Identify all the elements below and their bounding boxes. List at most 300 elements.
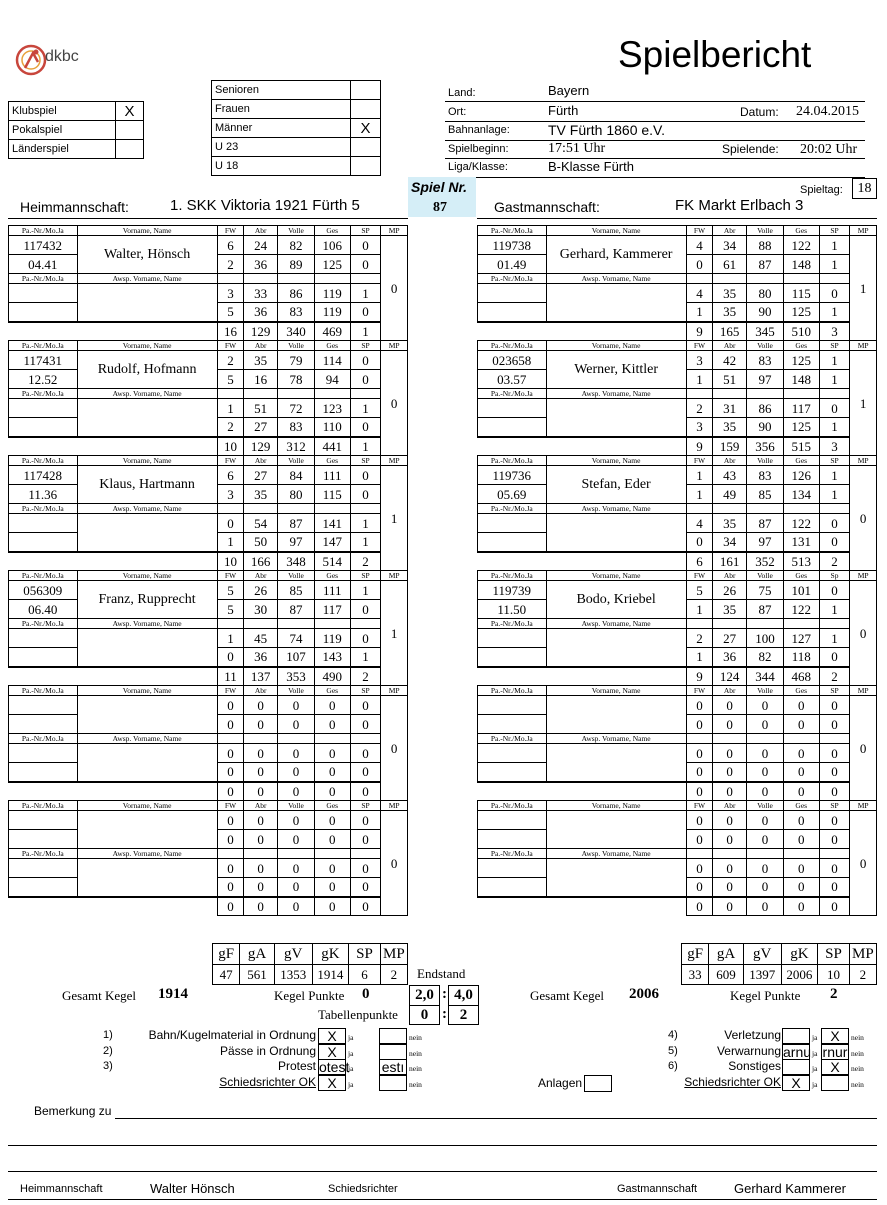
- player-birth: [478, 830, 547, 849]
- guest-kegelpunkte: 2: [830, 986, 838, 1002]
- score-cell: 0: [747, 811, 784, 830]
- awsp-pa-header: Pa.-Nr./Mo.Ja: [478, 619, 547, 629]
- player-birth: 04.41: [9, 255, 78, 274]
- check-ja-box[interactable]: X: [318, 1044, 346, 1060]
- score-cell: 117: [314, 600, 350, 619]
- ende-value: 20:02 Uhr: [800, 142, 858, 157]
- home-total-header: gF: [213, 944, 240, 965]
- guest-total-value: 2: [849, 965, 876, 985]
- liga-label: Liga/Klasse:: [448, 161, 508, 173]
- score-cell: 0: [819, 533, 850, 552]
- score-cell: 0: [783, 811, 819, 830]
- sum-cell: 0: [686, 897, 713, 916]
- fw-header: FW: [217, 571, 244, 581]
- empty-cell: [747, 274, 784, 284]
- score-cell: 74: [278, 629, 315, 648]
- empty-cell: [747, 734, 784, 744]
- fw-header: FW: [686, 341, 713, 351]
- score-cell: 1: [819, 418, 850, 437]
- ges-header: Ges: [783, 801, 819, 811]
- sum-cell: 129: [244, 437, 278, 456]
- ges-header: Ges: [314, 341, 350, 351]
- fw-header: FW: [686, 686, 713, 696]
- check-ja-box[interactable]: X: [318, 1028, 346, 1044]
- sum-cell: 0: [350, 782, 381, 801]
- empty-cell: [783, 389, 819, 399]
- sum-cell: 10: [217, 437, 244, 456]
- score-cell: 0: [244, 715, 278, 734]
- match-type-checkbox[interactable]: [116, 121, 144, 140]
- mp-header: MP: [850, 456, 877, 466]
- score-cell: 5: [217, 581, 244, 600]
- awsp-birth: [9, 533, 78, 552]
- score-cell: 0: [350, 255, 381, 274]
- check-ja-box[interactable]: X: [782, 1075, 810, 1091]
- fw-header: FW: [686, 801, 713, 811]
- score-cell: 0: [819, 284, 850, 303]
- sum-cell: 0: [314, 782, 350, 801]
- ges-header: Ges: [783, 686, 819, 696]
- score-cell: 0: [747, 715, 784, 734]
- check-nein-box[interactable]: X: [821, 1059, 849, 1075]
- score-cell: 5: [217, 303, 244, 322]
- name-header: Vorname, Name: [77, 571, 217, 581]
- guest-total-header: gF: [682, 944, 709, 965]
- score-cell: 0: [713, 859, 747, 878]
- score-cell: 83: [747, 466, 784, 485]
- volle-header: Volle: [278, 801, 315, 811]
- match-type-label: Länderspiel: [9, 140, 116, 159]
- sum-cell: 441: [314, 437, 350, 456]
- score-cell: 0: [713, 763, 747, 782]
- sum-cell: 0: [713, 897, 747, 916]
- nein-label: nein: [409, 1049, 422, 1058]
- empty-cell: [783, 274, 819, 284]
- empty-cell: [350, 619, 381, 629]
- name-header: Vorname, Name: [546, 571, 686, 581]
- sum-cell: 129: [244, 322, 278, 341]
- ja-label: ja: [812, 1080, 818, 1089]
- awsp-pa-header: Pa.-Nr./Mo.Ja: [478, 274, 547, 284]
- score-cell: 147: [314, 533, 350, 552]
- player-birth: 03.57: [478, 370, 547, 389]
- anlagen-label: Anlagen: [538, 1076, 583, 1090]
- score-cell: 106: [314, 236, 350, 255]
- player-mp: 1: [850, 236, 877, 341]
- sum-cell: 0: [278, 782, 315, 801]
- sum-cell: 0: [244, 782, 278, 801]
- awsp-pass-nr: [478, 629, 547, 648]
- mp-header: MP: [381, 341, 408, 351]
- check-ja-box[interactable]: otest: [319, 1059, 350, 1075]
- empty-cell: [9, 437, 218, 456]
- score-cell: 83: [747, 351, 784, 370]
- score-cell: 0: [217, 696, 244, 715]
- empty-cell: [217, 849, 244, 859]
- ges-header: Ges: [783, 341, 819, 351]
- empty-cell: [686, 389, 713, 399]
- awsp-birth: [9, 418, 78, 437]
- score-cell: 0: [819, 878, 850, 897]
- empty-cell: [314, 619, 350, 629]
- ges-header: Ges: [314, 686, 350, 696]
- sp-header: SP: [350, 226, 381, 236]
- player-birth: 05.69: [478, 485, 547, 504]
- check-nein-box[interactable]: [379, 1075, 407, 1091]
- sum-cell: 0: [747, 897, 784, 916]
- player-mp: 0: [850, 696, 877, 801]
- score-cell: 90: [747, 418, 784, 437]
- awsp-name-header: Awsp. Vorname, Name: [546, 504, 686, 514]
- sum-cell: 352: [747, 552, 784, 571]
- empty-cell: [819, 849, 850, 859]
- guest-gesamt-kegel: 2006: [629, 986, 659, 1002]
- score-cell: 61: [713, 255, 747, 274]
- abr-header: Abr: [244, 341, 278, 351]
- score-cell: 87: [278, 514, 315, 533]
- score-cell: 0: [350, 715, 381, 734]
- score-cell: 0: [747, 744, 784, 763]
- check-ja-box[interactable]: [782, 1028, 810, 1044]
- awsp-birth: [9, 648, 78, 667]
- score-cell: 89: [278, 255, 315, 274]
- sum-cell: 514: [314, 552, 350, 571]
- name-header: Vorname, Name: [546, 801, 686, 811]
- score-cell: 0: [819, 744, 850, 763]
- score-cell: 122: [783, 236, 819, 255]
- category-label: Senioren: [212, 81, 351, 100]
- logo-text: dkbc: [45, 48, 79, 65]
- sum-cell: 0: [217, 897, 244, 916]
- empty-cell: [819, 274, 850, 284]
- player-pass-nr: 117432: [9, 236, 78, 255]
- sum-cell: 468: [783, 667, 819, 686]
- awsp-birth: [478, 418, 547, 437]
- score-cell: 115: [783, 284, 819, 303]
- empty-cell: [314, 734, 350, 744]
- footer-heim-sign: Walter Hönsch: [150, 1181, 235, 1196]
- check-number: 2): [103, 1045, 113, 1057]
- pa-header: Pa.-Nr./Mo.Ja: [9, 341, 78, 351]
- score-cell: 86: [747, 399, 784, 418]
- awsp-name: [546, 514, 686, 552]
- score-cell: 82: [278, 236, 315, 255]
- home-total-value: 1914: [312, 965, 349, 985]
- sum-cell: 137: [244, 667, 278, 686]
- score-cell: 0: [244, 744, 278, 763]
- match-type-checkbox[interactable]: X: [116, 102, 144, 121]
- match-type-label: Klubspiel: [9, 102, 116, 121]
- score-cell: 27: [713, 629, 747, 648]
- abr-header: Abr: [713, 801, 747, 811]
- spieltag-value: 18: [852, 178, 877, 199]
- empty-cell: [278, 504, 315, 514]
- score-cell: 87: [747, 514, 784, 533]
- score-cell: 0: [783, 878, 819, 897]
- mp-header: MP: [850, 226, 877, 236]
- page-title: Spielbericht: [618, 34, 812, 75]
- volle-header: Volle: [747, 686, 784, 696]
- sp-header: SP: [350, 686, 381, 696]
- awsp-name-header: Awsp. Vorname, Name: [77, 274, 217, 284]
- sp-header: Sp: [819, 571, 850, 581]
- awsp-pass-nr: [9, 859, 78, 878]
- check-nein-box[interactable]: [379, 1044, 407, 1060]
- score-cell: 0: [278, 830, 315, 849]
- player-mp: 1: [850, 351, 877, 456]
- empty-cell: [244, 619, 278, 629]
- score-cell: 5: [686, 581, 713, 600]
- score-cell: 87: [278, 600, 315, 619]
- score-cell: 134: [783, 485, 819, 504]
- score-cell: 4: [686, 514, 713, 533]
- volle-header: Volle: [278, 341, 315, 351]
- player-name: Stefan, Eder: [546, 466, 686, 504]
- guest-total-value: 33: [682, 965, 709, 985]
- check-ja-box[interactable]: arnu: [783, 1044, 812, 1060]
- player-name: Franz, Rupprecht: [77, 581, 217, 619]
- spieltag-label: Spieltag:: [800, 184, 843, 196]
- awsp-pa-header: Pa.-Nr./Mo.Ja: [9, 389, 78, 399]
- guest-kegelpunkte-label: Kegel Punkte: [730, 988, 801, 1003]
- sum-cell: 353: [278, 667, 315, 686]
- sum-cell: 2: [819, 667, 850, 686]
- empty-cell: [686, 619, 713, 629]
- gast-label: Gastmannschaft:: [494, 199, 600, 215]
- player-pass-nr: [478, 811, 547, 830]
- sum-cell: 3: [819, 437, 850, 456]
- awsp-name: [546, 284, 686, 322]
- player-pass-nr: 119739: [478, 581, 547, 600]
- guest-total-header: gA: [709, 944, 744, 965]
- empty-cell: [244, 734, 278, 744]
- score-cell: 35: [713, 284, 747, 303]
- sum-cell: 9: [686, 437, 713, 456]
- score-cell: 143: [314, 648, 350, 667]
- empty-cell: [9, 322, 218, 341]
- score-cell: 0: [217, 763, 244, 782]
- pa-header: Pa.-Nr./Mo.Ja: [9, 801, 78, 811]
- empty-cell: [819, 619, 850, 629]
- score-cell: 119: [314, 284, 350, 303]
- anlagen-box[interactable]: [584, 1075, 612, 1092]
- sum-cell: 348: [278, 552, 315, 571]
- awsp-name: [77, 859, 217, 897]
- player-name: [77, 696, 217, 734]
- score-cell: 87: [747, 600, 784, 619]
- score-cell: 0: [278, 859, 315, 878]
- player-mp: 1: [381, 581, 408, 686]
- score-cell: 36: [713, 648, 747, 667]
- score-cell: 131: [783, 533, 819, 552]
- sum-cell: 6: [686, 552, 713, 571]
- empty-cell: [783, 504, 819, 514]
- abr-header: Abr: [713, 341, 747, 351]
- nein-label: nein: [851, 1049, 864, 1058]
- score-cell: 0: [350, 466, 381, 485]
- category-checkbox[interactable]: [351, 100, 381, 119]
- score-cell: 0: [713, 878, 747, 897]
- abr-header: Abr: [244, 571, 278, 581]
- match-type-checkbox[interactable]: [116, 140, 144, 159]
- empty-cell: [244, 504, 278, 514]
- player-pass-nr: 119738: [478, 236, 547, 255]
- check-ja-box[interactable]: X: [318, 1075, 346, 1091]
- awsp-name: [77, 284, 217, 322]
- sp-header: SP: [819, 226, 850, 236]
- score-cell: 125: [783, 303, 819, 322]
- check-number: 6): [668, 1060, 678, 1072]
- score-cell: 3: [217, 284, 244, 303]
- name-header: Vorname, Name: [77, 686, 217, 696]
- abr-header: Abr: [713, 571, 747, 581]
- check-label: Schiedsrichter OK: [684, 1075, 781, 1089]
- sp-header: SP: [819, 686, 850, 696]
- fw-header: FW: [217, 341, 244, 351]
- score-cell: 80: [278, 485, 315, 504]
- awsp-pa-header: Pa.-Nr./Mo.Ja: [9, 274, 78, 284]
- score-cell: 36: [244, 648, 278, 667]
- sum-cell: 2: [350, 667, 381, 686]
- score-cell: 0: [686, 255, 713, 274]
- score-cell: 35: [713, 600, 747, 619]
- sum-cell: 0: [713, 782, 747, 801]
- score-cell: 0: [217, 648, 244, 667]
- empty-cell: [783, 849, 819, 859]
- mp-header: MP: [381, 456, 408, 466]
- sum-cell: 0: [278, 897, 315, 916]
- mp-header: MP: [381, 571, 408, 581]
- score-cell: 6: [217, 466, 244, 485]
- mp-header: MP: [381, 686, 408, 696]
- score-cell: 0: [747, 696, 784, 715]
- score-cell: 0: [819, 715, 850, 734]
- empty-cell: [314, 504, 350, 514]
- pa-header: Pa.-Nr./Mo.Ja: [478, 226, 547, 236]
- guest-total-header: gK: [781, 944, 818, 965]
- empty-cell: [686, 849, 713, 859]
- sum-cell: 161: [713, 552, 747, 571]
- score-cell: 1: [686, 600, 713, 619]
- score-cell: 35: [713, 418, 747, 437]
- score-cell: 125: [314, 255, 350, 274]
- awsp-name: [546, 744, 686, 782]
- check-nein-box[interactable]: X: [821, 1028, 849, 1044]
- volle-header: Volle: [747, 801, 784, 811]
- player-pass-nr: 119736: [478, 466, 547, 485]
- sp-header: SP: [350, 341, 381, 351]
- check-nein-box[interactable]: [379, 1028, 407, 1044]
- score-cell: 111: [314, 581, 350, 600]
- score-cell: 0: [278, 696, 315, 715]
- score-cell: 43: [713, 466, 747, 485]
- score-cell: 50: [244, 533, 278, 552]
- awsp-birth: [9, 763, 78, 782]
- fw-header: FW: [217, 801, 244, 811]
- empty-cell: [478, 437, 687, 456]
- awsp-name: [77, 399, 217, 437]
- ja-label: ja: [812, 1033, 818, 1042]
- sum-cell: 356: [747, 437, 784, 456]
- category-label: Männer: [212, 119, 351, 138]
- abr-header: Abr: [244, 686, 278, 696]
- score-cell: 0: [686, 533, 713, 552]
- empty-cell: [783, 619, 819, 629]
- category-checkbox[interactable]: [351, 81, 381, 100]
- sum-cell: 0: [783, 897, 819, 916]
- score-cell: 1: [686, 303, 713, 322]
- score-cell: 1: [819, 236, 850, 255]
- empty-cell: [217, 734, 244, 744]
- empty-cell: [217, 274, 244, 284]
- score-cell: 0: [217, 744, 244, 763]
- empty-cell: [478, 552, 687, 571]
- awsp-name: [77, 514, 217, 552]
- category-checkbox[interactable]: X: [351, 119, 381, 138]
- score-cell: 0: [244, 878, 278, 897]
- beginn-value: 17:51 Uhr: [548, 141, 606, 156]
- score-cell: 1: [350, 514, 381, 533]
- awsp-name-header: Awsp. Vorname, Name: [546, 619, 686, 629]
- score-cell: 1: [686, 370, 713, 389]
- liga-value: B-Klasse Fürth: [548, 159, 634, 174]
- score-cell: 122: [783, 600, 819, 619]
- score-cell: 110: [314, 418, 350, 437]
- score-cell: 2: [217, 418, 244, 437]
- sum-cell: 490: [314, 667, 350, 686]
- empty-cell: [713, 734, 747, 744]
- check-nein-box[interactable]: estı: [379, 1059, 407, 1075]
- score-cell: 79: [278, 351, 315, 370]
- volle-header: Volle: [747, 226, 784, 236]
- score-cell: 0: [350, 744, 381, 763]
- sp-header: SP: [819, 456, 850, 466]
- awsp-pa-header: Pa.-Nr./Mo.Ja: [478, 849, 547, 859]
- check-ja-box[interactable]: [782, 1059, 810, 1075]
- sum-cell: 340: [278, 322, 315, 341]
- player-birth: [9, 715, 78, 734]
- check-number: 1): [103, 1029, 113, 1041]
- ja-label: ja: [348, 1064, 354, 1073]
- player-mp: 0: [381, 351, 408, 456]
- score-cell: 0: [686, 744, 713, 763]
- check-nein-box[interactable]: [821, 1075, 849, 1091]
- score-cell: 27: [244, 418, 278, 437]
- ges-header: Ges: [783, 226, 819, 236]
- heim-label: Heimmannschaft:: [20, 199, 129, 215]
- category-checkbox[interactable]: [351, 157, 381, 176]
- score-cell: 100: [747, 629, 784, 648]
- check-number: 3): [103, 1060, 113, 1072]
- score-cell: 1: [819, 303, 850, 322]
- name-header: Vorname, Name: [546, 341, 686, 351]
- endstand-guest: 4,0: [448, 985, 479, 1006]
- empty-cell: [713, 389, 747, 399]
- score-cell: 27: [244, 466, 278, 485]
- player-name: Werner, Kittler: [546, 351, 686, 389]
- category-checkbox[interactable]: [351, 138, 381, 157]
- spiel-nr-label: Spiel Nr.: [411, 179, 468, 195]
- check-nein-box[interactable]: rnur: [822, 1044, 848, 1060]
- score-cell: 123: [314, 399, 350, 418]
- bahn-value: TV Fürth 1860 e.V.: [548, 122, 665, 138]
- score-cell: 0: [819, 399, 850, 418]
- player-birth: 11.36: [9, 485, 78, 504]
- score-cell: 0: [350, 303, 381, 322]
- pa-header: Pa.-Nr./Mo.Ja: [478, 456, 547, 466]
- empty-cell: [350, 849, 381, 859]
- dkbc-logo: [14, 40, 94, 82]
